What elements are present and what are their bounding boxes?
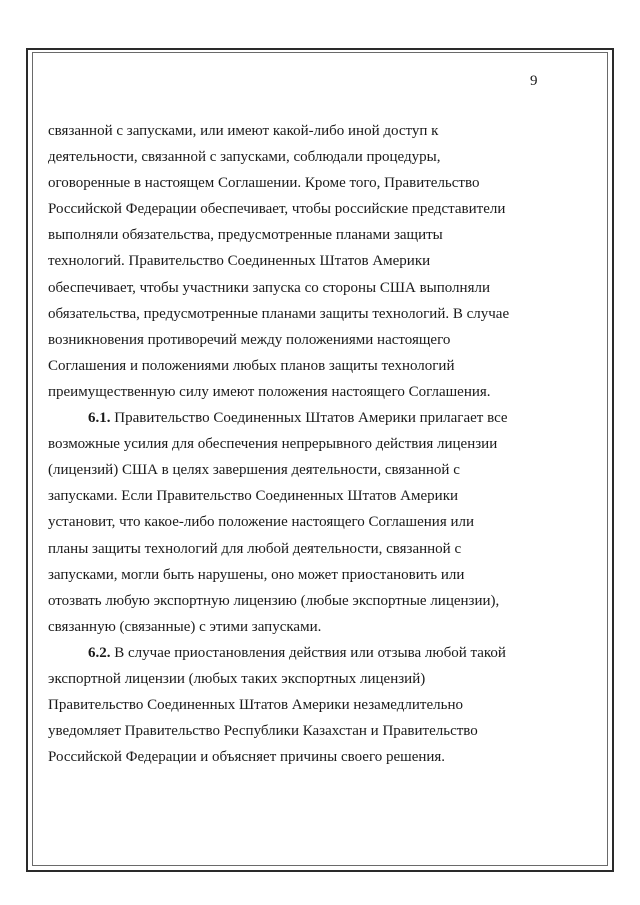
document-body [48, 118, 548, 770]
text-line [48, 666, 548, 692]
line-text: уведомляет Правительство Республики Казахстан и Правительство [48, 723, 478, 740]
line-text: обязательства, предусмотренные планами защиты технологий. В случае [48, 305, 510, 322]
text-line [48, 718, 548, 744]
text-line [48, 562, 548, 588]
line-text: обеспечивает, чтобы участники запуска со стороны США выполняли [48, 279, 490, 296]
line-text: выполняли обязательства, предусмотренные планами защиты [48, 227, 443, 244]
line-text: планы защиты технологий для любой деятельности, связанной с [48, 540, 462, 557]
clause-start-line [48, 640, 548, 666]
text-line [48, 431, 548, 457]
line-text: оговоренные в настоящем Соглашении. Кроме того, Правительство [48, 175, 480, 192]
text-line [48, 327, 548, 353]
line-text: В случае приостановления действия или отзыва любой такой [110, 644, 506, 661]
line-text: возникновения противоречий между положениями настоящего [48, 331, 451, 348]
text-line [48, 222, 548, 248]
clause-number: 6.2. [88, 644, 111, 661]
text-line [48, 692, 548, 718]
text-line [48, 483, 548, 509]
text-line [48, 248, 548, 274]
text-line [48, 588, 548, 614]
line-text: Российской Федерации обеспечивает, чтобы российские представители [48, 201, 506, 218]
line-text: Правительство Соединенных Штатов Америки незамедлительно [48, 697, 463, 714]
text-line [48, 275, 548, 301]
line-text: возможные усилия для обеспечения непрерывного действия лицензии [48, 436, 498, 453]
line-text: запусками, могли быть нарушены, оно может приостановить или [48, 566, 465, 583]
text-line [48, 509, 548, 535]
text-line [48, 144, 548, 170]
text-line [48, 457, 548, 483]
line-text: деятельности, связанной с запусками, соблюдали процедуры, [48, 149, 441, 166]
text-line [48, 744, 548, 770]
clause-start-line [48, 405, 548, 431]
line-text: Соглашения и положениями любых планов защиты технологий [48, 357, 455, 374]
line-text: (лицензий) США в целях завершения деятельности, связанной с [48, 462, 460, 479]
line-text: отозвать любую экспортную лицензию (любые экспортные лицензии), [48, 592, 500, 609]
page-number: 9 [530, 73, 538, 89]
line-text: Правительство Соединенных Штатов Америки прилагает все [110, 410, 508, 427]
text-line [48, 301, 548, 327]
text-line [48, 118, 548, 144]
text-line [48, 170, 548, 196]
line-text: преимущественную силу имеют положения настоящего Соглашения. [48, 383, 491, 400]
line-text: установит, что какое-либо положение настоящего Соглашения или [48, 514, 475, 531]
text-line [48, 536, 548, 562]
clause-number: 6.1. [88, 410, 111, 427]
text-line [48, 379, 548, 405]
line-text: Российской Федерации и объясняет причины своего решения. [48, 749, 446, 766]
line-text: связанной с запусками, или имеют какой-либо иной доступ к [48, 123, 439, 139]
text-line [48, 353, 548, 379]
text-line [48, 614, 548, 640]
text-line [48, 196, 548, 222]
line-text: связанную (связанные) с этими запусками. [48, 618, 322, 635]
line-text: технологий. Правительство Соединенных Штатов Америки [48, 253, 431, 270]
line-text: запусками. Если Правительство Соединенных Штатов Америки [48, 488, 459, 505]
line-text: экспортной лицензии (любых таких экспортных лицензий) [48, 670, 426, 687]
